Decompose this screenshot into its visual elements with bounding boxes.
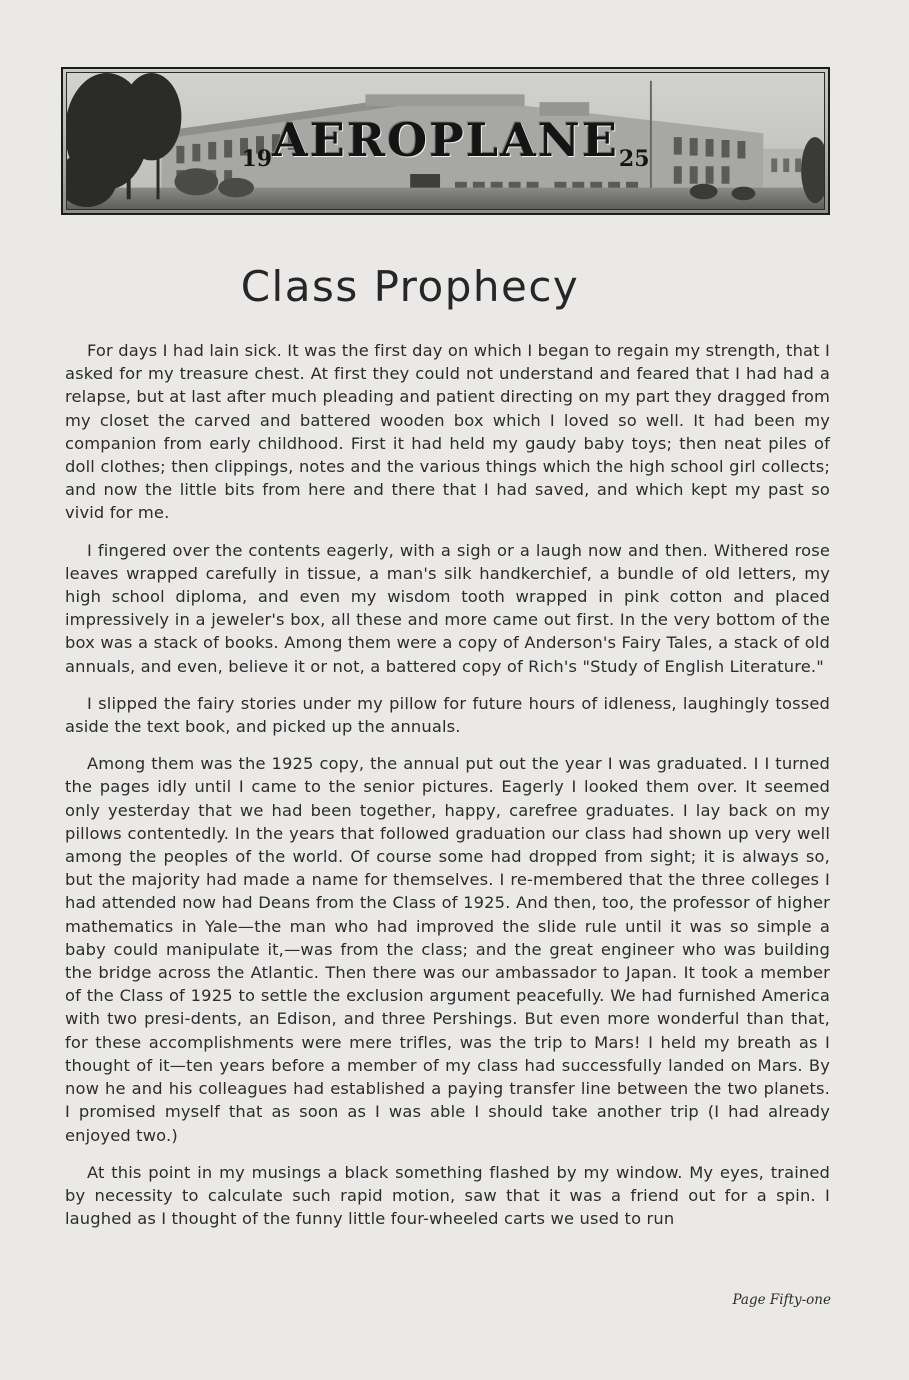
banner-wordmark-text: AEROPLANE [272,113,619,167]
banner-wordmark [67,113,824,172]
paragraph-1: For days I had lain sick. It was the first day on which I began to regain my strength, that I asked for my treasure chest. At first they could not understand and feared that I had had a relapse, but at last after much pleading and patient directing on my part they dragged from my closet the carved and battered wooden box which I loved so well. It had been my companion from early childhood. First it had held my gaudy baby toys; then neat piles of doll clothes; then clippings, notes and the various things which the high school girl collects; and now the little bits from here and there that I had saved, and which kept my past so vivid for me. [65,341,830,523]
paragraph-5: At this point in my musings a black something flashed by my window. My eyes, trained by necessity to calculate such rapid motion, saw that it was a friend out for a spin. I laughed as I thought of the funny little four-wheeled carts we used to run [65,1162,830,1229]
banner-illustration [66,72,825,210]
paragraph-4: Among them was the 1925 copy, the annual put out the year I was graduated. I I turned the pages idly until I came to the senior pictures. Eagerly I looked them over. It seemed only yesterday that we had been together, happy, carefree graduates. I lay back on my pillows contentedly. In the years that followed graduation our class had shown up very well among the peoples of the world. Of course some had dropped from sight; it is always so, but the majority had made a name for themselves. I re-membered that the three colleges I had attended now had Deans from the Class of 1925. And then, too, the professor of higher mathematics in Yale—the man who had improved the slide rule until it was so simple a baby could manipulate it,—was from the class; and the great engineer who was building the bridge across the Atlantic. Then there was our ambassador to Japan. It took a member of the Class of 1925 to settle the exclusion argument peacefully. We had furnished America with two presi-dents, an Edison, and three Pershings. But even more wonderful than that, for these accomplishments were mere trifles, was the trip to Mars! I held my breath as I thought of it—ten years before a member of my class had successfully landed on Mars. By now he and his colleagues had established a paying transfer line between the two planets. I promised myself that as soon as I was able I should take another trip (I had already enjoyed two.) [65,754,830,1145]
banner-year-right: 25 [618,146,650,172]
paragraph-2: I fingered over the contents eagerly, with a sigh or a laugh now and then. Withered rose leaves wrapped carefully in tissue, a man's silk handkerchief, a bundle of old letters, my high school diploma, and even my wisdom tooth wrapped in pink cotton and placed impressively in a jeweler's box, all these and more came out first. In the very bottom of the box was a stack of books. Among them were a copy of Anderson's Fairy Tales, a stack of old annuals, and even, believe it or not, a battered copy of Rich's "Study of English Literature." [65,540,830,676]
page-title: Class Prophecy [240,262,580,311]
article-body [65,339,830,1244]
header-banner [61,67,830,215]
paragraph-3: I slipped the fairy stories under my pillow for future hours of idleness, laughingly tossed aside the text book, and picked up the annuals. [65,693,830,737]
page-number: Page Fifty-one [732,1292,831,1308]
banner-year-left: 19 [241,146,273,172]
